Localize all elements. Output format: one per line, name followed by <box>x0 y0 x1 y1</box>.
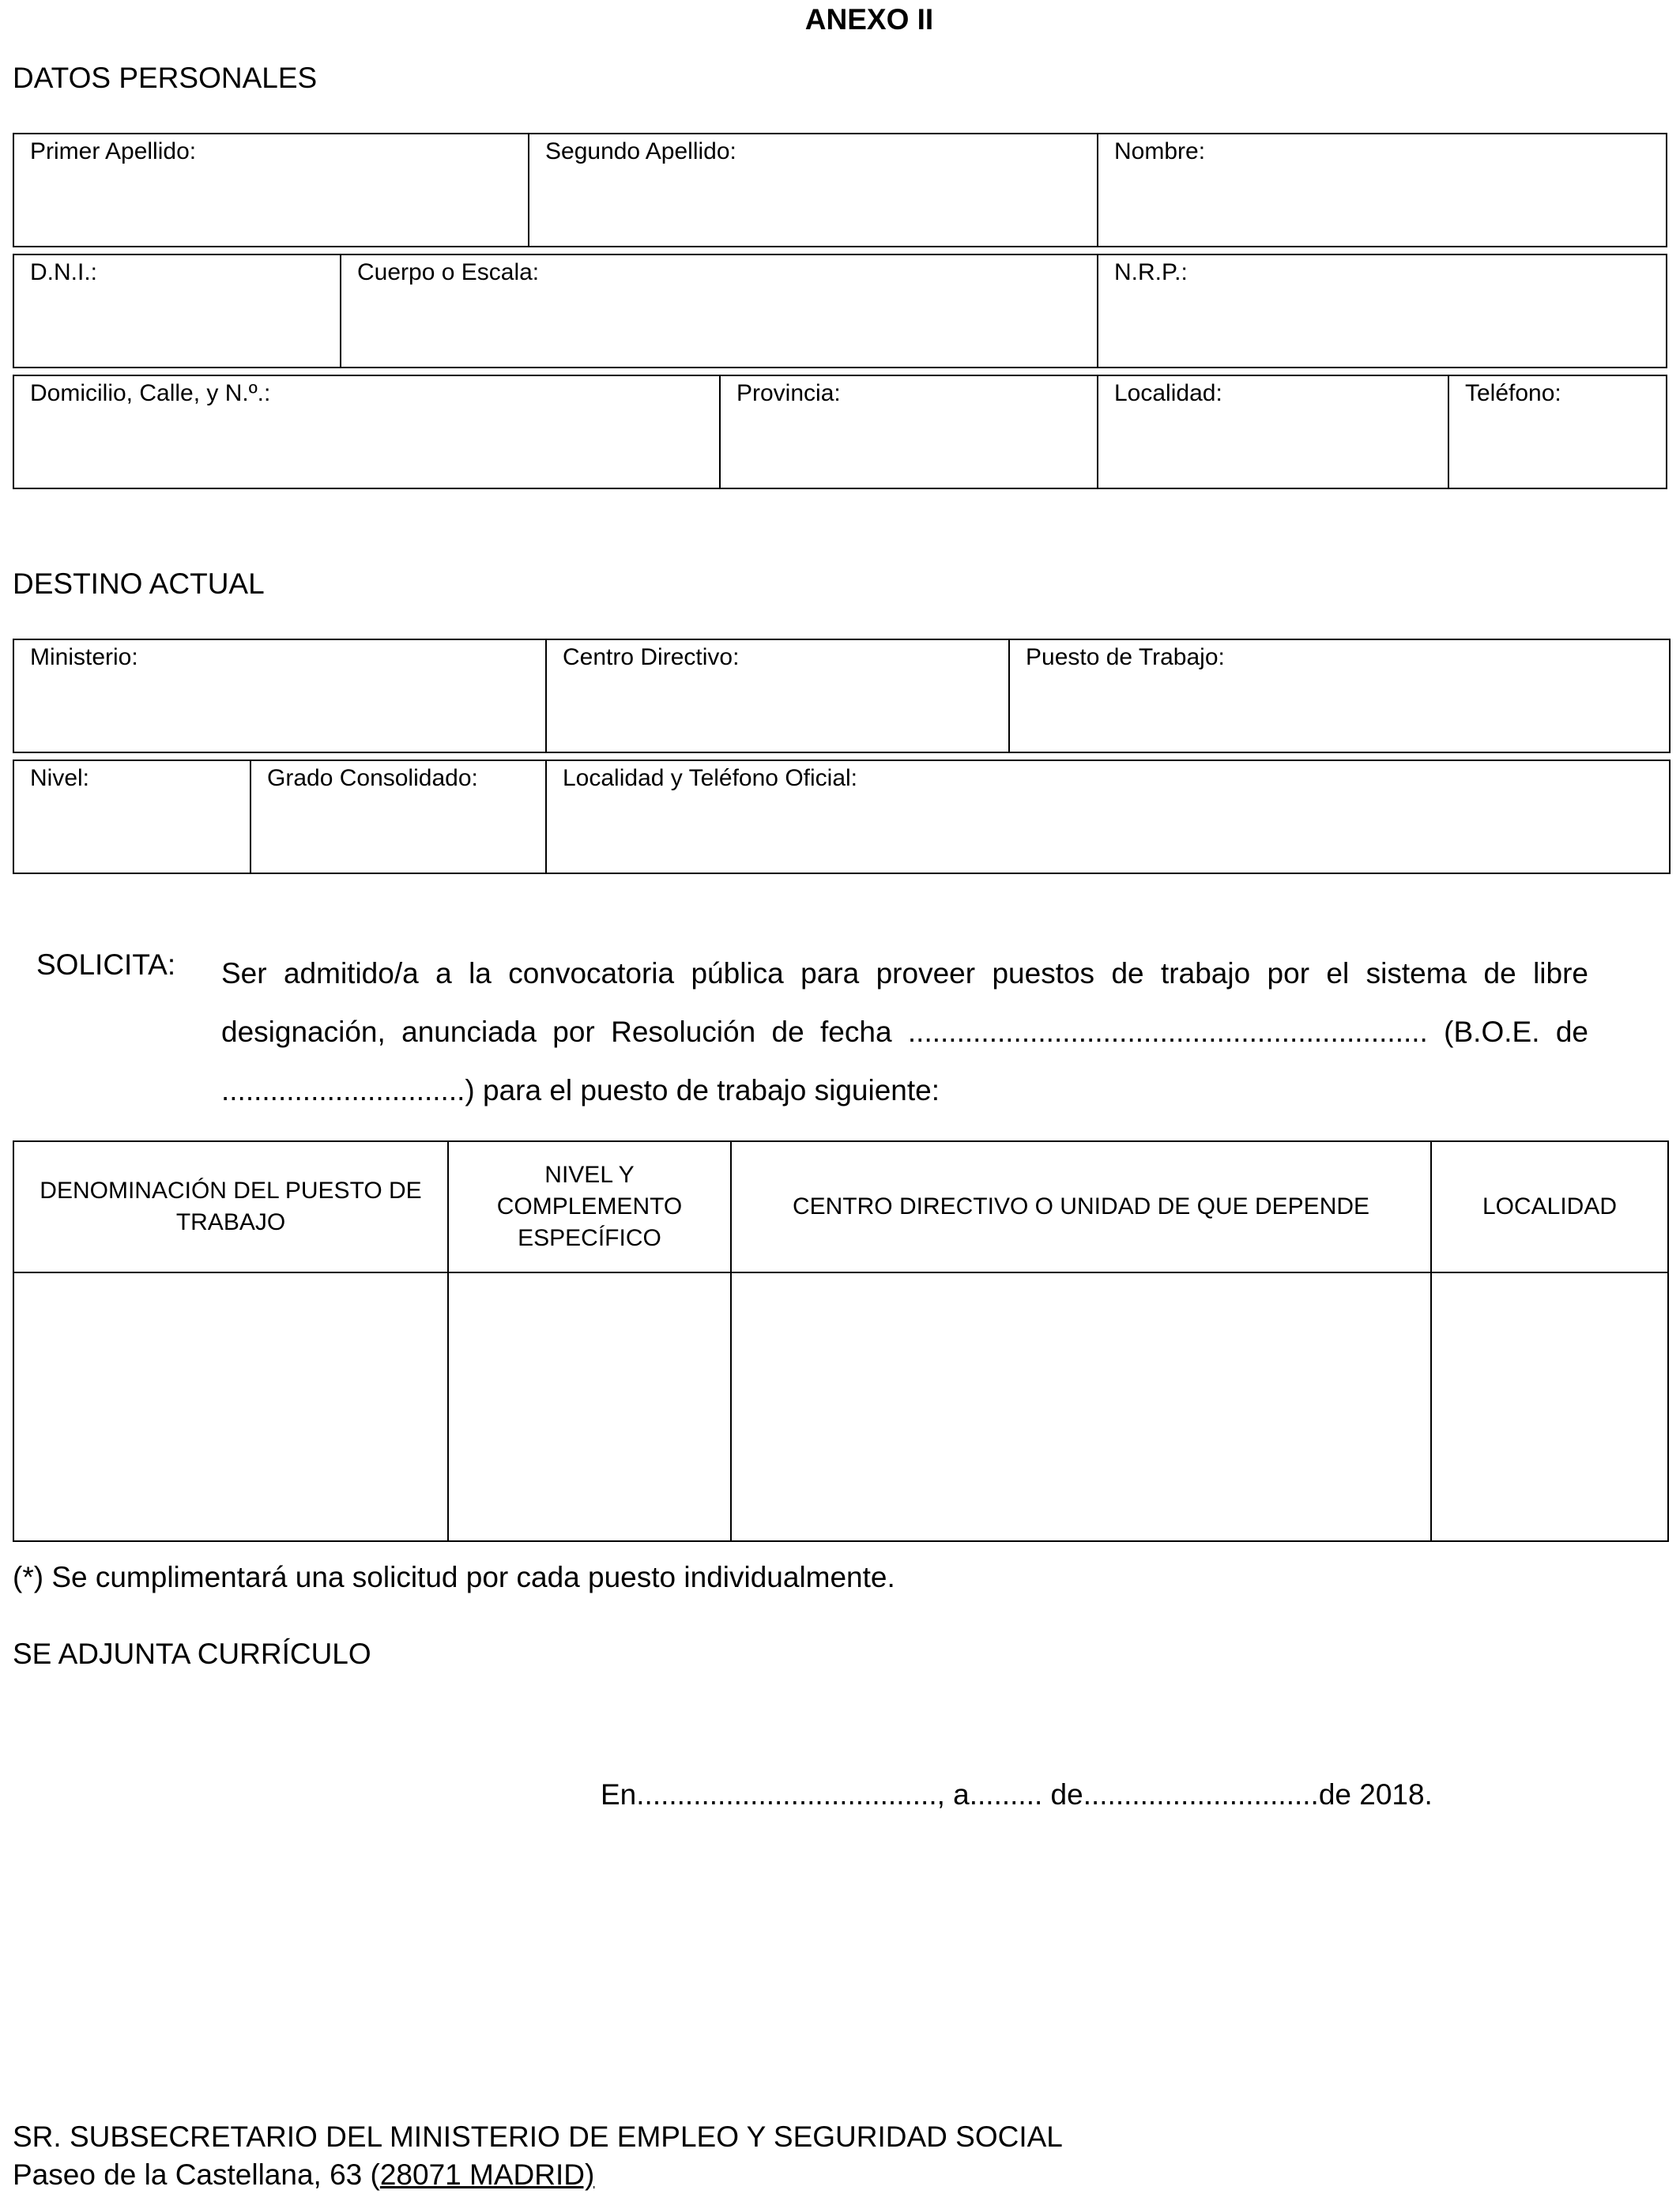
field-localidad[interactable]: Localidad: <box>1098 375 1448 488</box>
puesto-solicitado-table <box>13 1140 1669 1542</box>
fecha-lugar-line: En....................................., a......... de.............................de 2018. <box>601 1778 1433 1811</box>
destino-actual-table-row1 <box>13 639 1671 753</box>
solicita-text: Ser admitido/a a la convocatoria pública para proveer puestos de trabajo por el sistema de libre designación, anunciada por Resolución de fecha ................................................................ (B.O.E. de ..............................) para el puesto de trabajo siguiente: <box>221 957 1588 1106</box>
datos-personales-table-row3 <box>13 375 1667 489</box>
field-grado-consolidado[interactable]: Grado Consolidado: <box>250 760 546 873</box>
section-heading-destino-actual: DESTINO ACTUAL <box>13 567 265 600</box>
destinatario-postal-city: 28071 MADRID) <box>379 2158 595 2191</box>
header-nivel-complemento: NIVEL Y COMPLEMENTO ESPECÍFICO <box>448 1141 731 1272</box>
header-denominacion-puesto: DENOMINACIÓN DEL PUESTO DE TRABAJO <box>13 1141 448 1272</box>
destinatario-address: Paseo de la Castellana, 63 ( <box>13 2158 380 2191</box>
header-localidad: LOCALIDAD <box>1431 1141 1668 1272</box>
field-centro-directivo[interactable]: Centro Directivo: <box>546 639 1009 752</box>
document-title: ANEXO II <box>804 3 934 36</box>
destinatario-line1: SR. SUBSECRETARIO DEL MINISTERIO DE EMPLEO Y SEGURIDAD SOCIAL <box>13 2120 1063 2153</box>
field-ministerio[interactable]: Ministerio: <box>13 639 546 752</box>
field-telefono[interactable]: Teléfono: <box>1448 375 1667 488</box>
cell-localidad[interactable] <box>1431 1272 1668 1541</box>
section-heading-datos-personales: DATOS PERSONALES <box>13 62 318 94</box>
cell-centro-directivo[interactable] <box>731 1272 1431 1541</box>
field-segundo-apellido[interactable]: Segundo Apellido: <box>529 134 1098 247</box>
footnote: (*) Se cumplimentará una solicitud por cada puesto individualmente. <box>13 1561 895 1593</box>
field-domicilio[interactable]: Domicilio, Calle, y N.º.: <box>13 375 720 488</box>
field-cuerpo-escala[interactable]: Cuerpo o Escala: <box>341 254 1098 368</box>
solicita-label: SOLICITA: <box>36 948 176 981</box>
datos-personales-table-row1 <box>13 133 1667 247</box>
header-centro-directivo: CENTRO DIRECTIVO O UNIDAD DE QUE DEPENDE <box>731 1141 1431 1272</box>
destinatario-line2 <box>13 2158 594 2192</box>
field-provincia[interactable]: Provincia: <box>720 375 1098 488</box>
field-localidad-telefono-oficial[interactable]: Localidad y Teléfono Oficial: <box>546 760 1670 873</box>
field-nrp[interactable]: N.R.P.: <box>1098 254 1667 368</box>
field-nombre[interactable]: Nombre: <box>1098 134 1667 247</box>
field-nivel[interactable]: Nivel: <box>13 760 250 873</box>
cell-nivel-complemento[interactable] <box>448 1272 731 1541</box>
destino-actual-table-row2 <box>13 760 1671 874</box>
field-primer-apellido[interactable]: Primer Apellido: <box>13 134 529 247</box>
field-puesto-trabajo[interactable]: Puesto de Trabajo: <box>1009 639 1670 752</box>
datos-personales-table-row2 <box>13 254 1667 368</box>
field-dni[interactable]: D.N.I.: <box>13 254 341 368</box>
cell-denominacion-puesto[interactable] <box>13 1272 448 1541</box>
se-adjunta-curriculo: SE ADJUNTA CURRÍCULO <box>13 1638 371 1670</box>
